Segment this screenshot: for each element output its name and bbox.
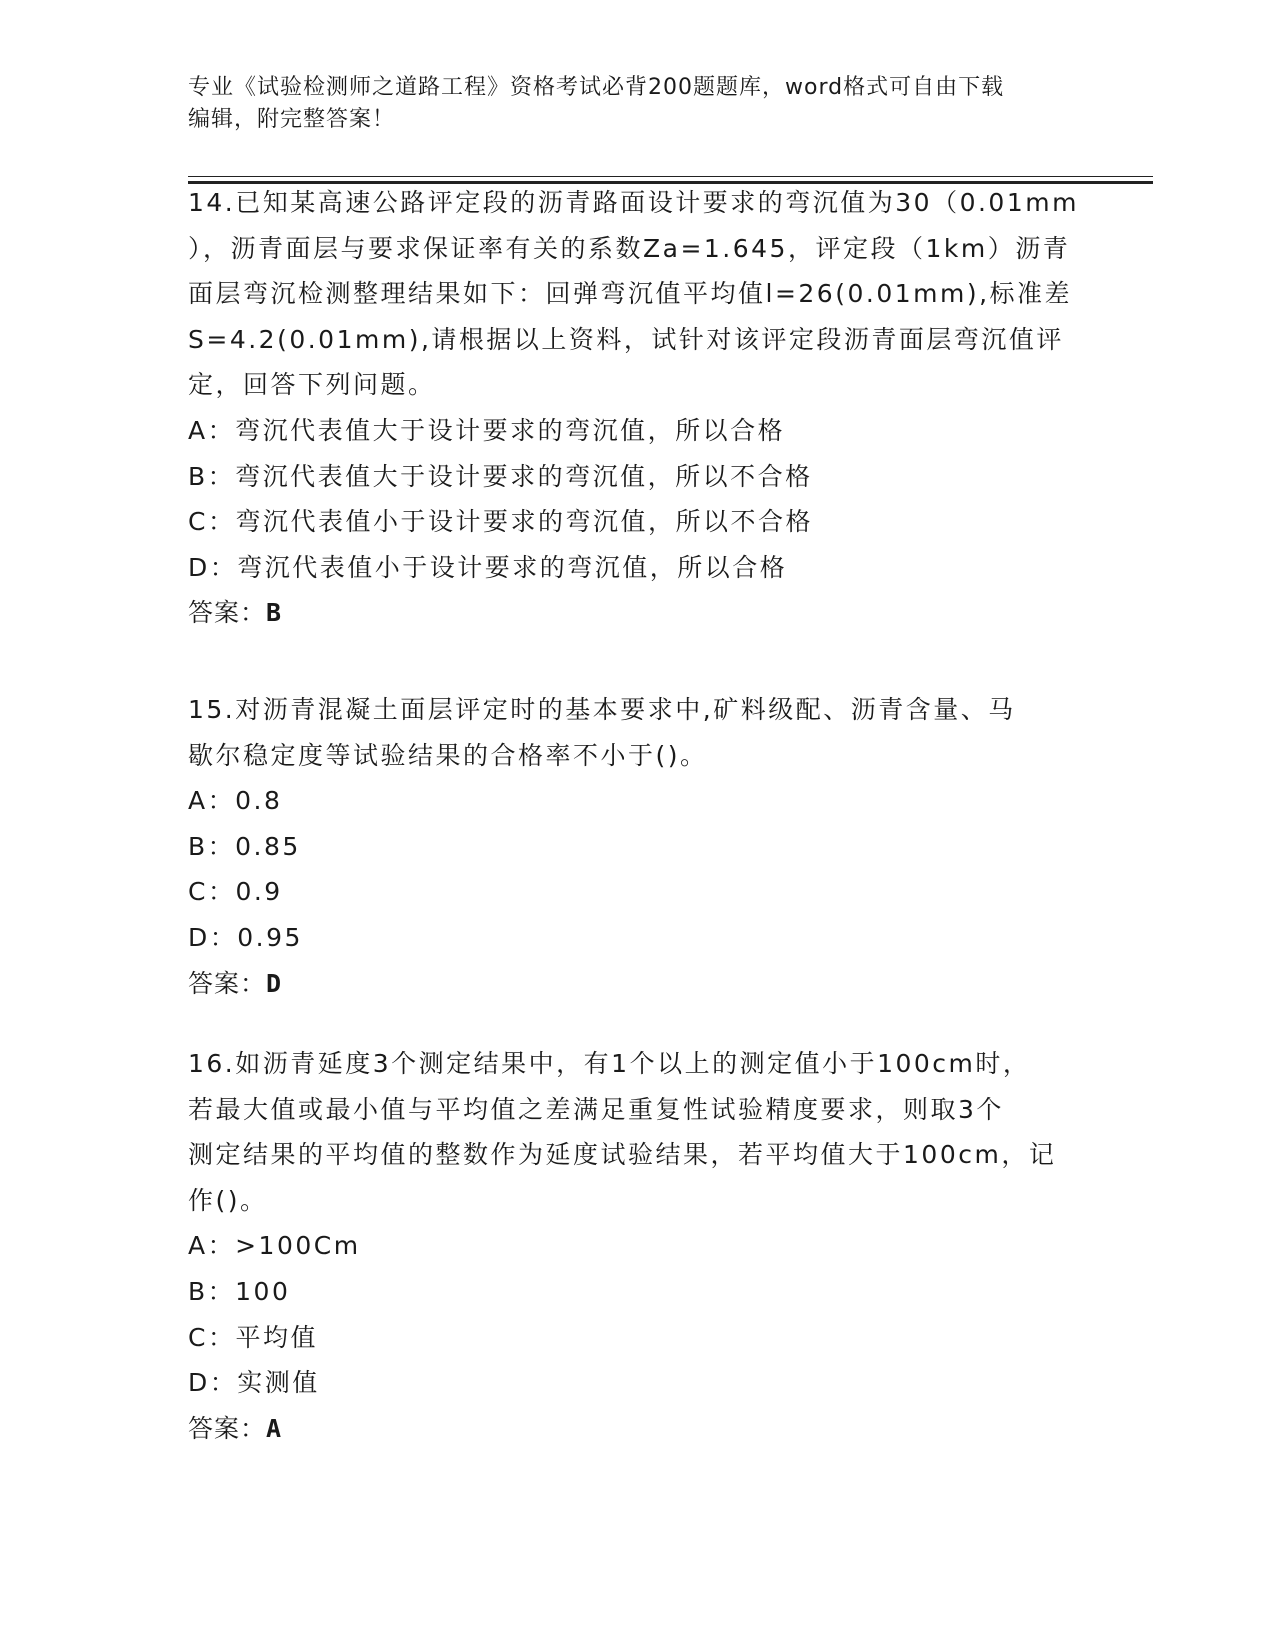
- question-text-line: 若最大值或最小值与平均值之差满足重复性试验精度要求，则取3个: [188, 1094, 1004, 1124]
- option-b: B：弯沉代表值大于设计要求的弯沉值，所以不合格: [188, 461, 813, 491]
- option-c: C：0.9: [188, 877, 283, 907]
- option-d: D：实测值: [188, 1368, 320, 1398]
- answer-value: D: [266, 968, 283, 998]
- question-text-line: 14.已知某高速公路评定段的沥青路面设计要求的弯沉值为30（0.01mm: [188, 188, 1079, 217]
- header-line-1: 专业《试验检测师之道路工程》资格考试必背200题题库，word格式可自由下载: [188, 75, 1005, 100]
- option-c: C：平均值: [188, 1322, 318, 1352]
- question-text-line: 16.如沥青延度3个测定结果中，有1个以上的测定值小于100cm时，: [188, 1049, 1031, 1078]
- question-text-line: 面层弯沉检测整理结果如下：回弹弯沉值平均值l=26(0.01mm),标准差: [188, 279, 1073, 309]
- answer-value: B: [266, 598, 283, 628]
- option-c: C：弯沉代表值小于设计要求的弯沉值，所以不合格: [188, 507, 813, 537]
- option-b: B：0.85: [188, 831, 301, 861]
- answer-label: 答案：: [188, 598, 267, 628]
- answer-line: [188, 1406, 1088, 1452]
- answer-line: [188, 590, 1088, 636]
- answer-label: 答案：: [188, 968, 267, 998]
- option-a: A：弯沉代表值大于设计要求的弯沉值，所以合格: [188, 415, 786, 445]
- answer-value: A: [266, 1413, 283, 1443]
- question-text-line: 测定结果的平均值的整数作为延度试验结果，若平均值大于100cm，记: [188, 1140, 1057, 1170]
- option-a: A：0.8: [188, 786, 283, 816]
- question-15: [188, 687, 1088, 1006]
- option-b: B：100: [188, 1276, 291, 1306]
- document-header: [188, 72, 1068, 136]
- answer-line: [188, 961, 1088, 1007]
- question-16: [188, 1041, 1088, 1451]
- question-text-line: ），沥青面层与要求保证率有关的系数Za=1.645，评定段（1km）沥青: [188, 233, 1071, 263]
- question-text-line: 定，回答下列问题。: [188, 370, 436, 400]
- question-text-line: 作()。: [188, 1185, 268, 1215]
- option-a: A：>100Cm: [188, 1231, 361, 1261]
- question-text-line: S=4.2(0.01mm),请根据以上资料，试针对该评定段沥青面层弯沉值评: [188, 324, 1064, 354]
- answer-label: 答案：: [188, 1413, 267, 1443]
- option-d: D：0.95: [188, 922, 303, 952]
- header-divider-thin: [188, 176, 1153, 177]
- question-text-line: 15.对沥青混凝土面层评定时的基本要求中,矿料级配、沥青含量、马: [188, 695, 1016, 724]
- question-text-line: 歇尔稳定度等试验结果的合格率不小于()。: [188, 740, 708, 770]
- question-14: [188, 180, 1088, 636]
- option-d: D：弯沉代表值小于设计要求的弯沉值，所以合格: [188, 552, 788, 582]
- header-line-2: 编辑，附完整答案！: [188, 107, 396, 132]
